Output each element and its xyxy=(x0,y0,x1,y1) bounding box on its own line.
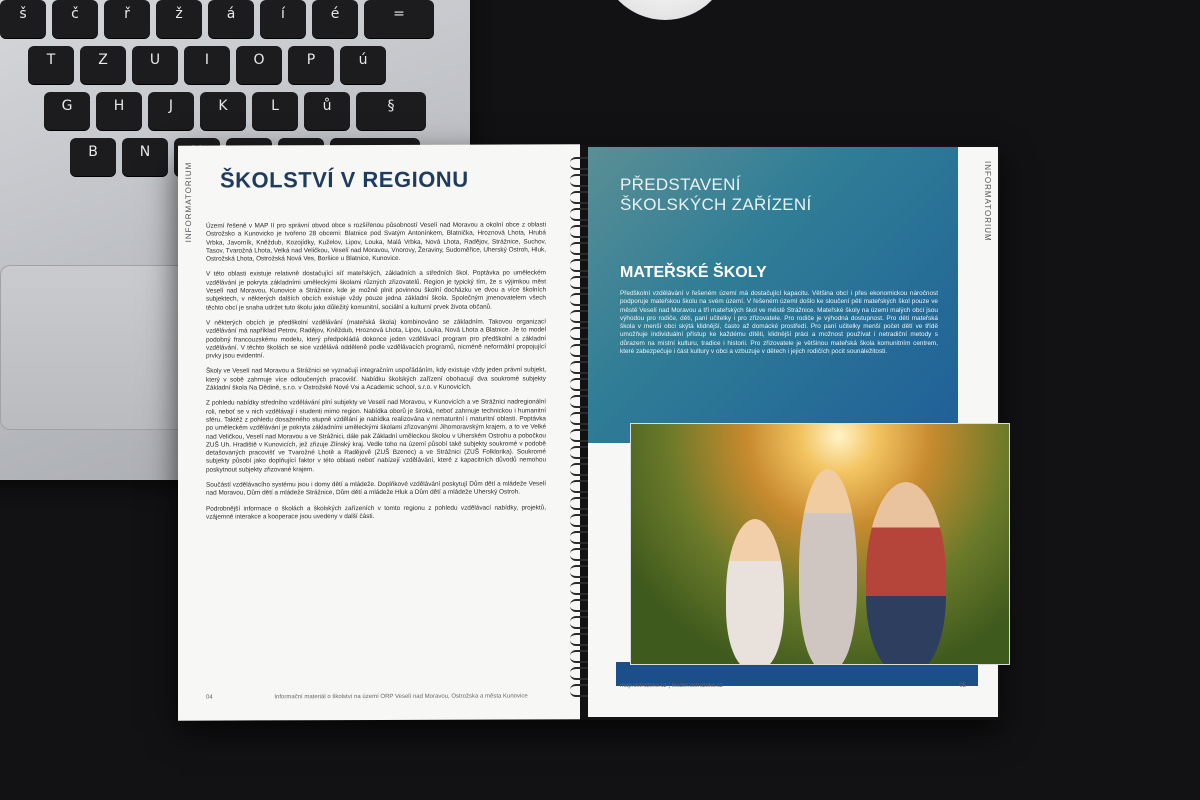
paragraph: Území řešené v MAP II pro správní obvod obce s rozšířenou působností Veselí nad Moravou a okolní obce z oblasti Ostrožsko a Kunovicko je tvořeno 28 obcemi: Blatnice pod Svatým Antonínkem, Blatnička, Hroznová Lhota, Hrubá Vrbka, Javorník, Kněždub, Kozojídky, Kuželov, Lipov, Louka, Malá Vrbka, Nová Lhota, Radějov, Strážnice, Suchov, Tasov, Tvarožná Lhota, Velká nad Veličkou, Veselí nad Moravou, Vnorovy, Žeraviny, Sudoměřice, Uherský Ostroh, Hluk, Ostrožská Lhota, Ostrožská Nová Ves, Boršice u Blatnice, Kunovice. xyxy=(206,221,546,263)
keyboard-key: ř xyxy=(104,0,150,38)
page-title: ŠKOLSTVÍ V REGIONU xyxy=(220,166,469,193)
keyboard-key: U xyxy=(132,46,178,84)
keyboard-key: O xyxy=(236,46,282,84)
left-page xyxy=(178,144,580,720)
keyboard-key: I xyxy=(184,46,230,84)
keyboard-key: = xyxy=(364,0,434,38)
booklet xyxy=(178,145,1000,720)
article-body xyxy=(206,221,546,528)
hero-panel xyxy=(588,147,958,443)
side-tab-label: INFORMATORIUM xyxy=(184,161,193,243)
keyboard-key: í xyxy=(260,0,306,38)
hero-title-line: PŘEDSTAVENÍ xyxy=(620,175,741,194)
keyboard-key: J xyxy=(148,92,194,130)
paragraph: Součástí vzdělávacího systému jsou i domy dětí a mládeže. Doplňkové vzdělávání poskytují Dům dětí a mládeže Veselí nad Moravou, Dům dětí a mládeže Strážnice, Dům dětí a mládeže Hluk a Dům dětí a mládeže Uherský Ostroh. xyxy=(206,480,546,497)
keyboard-key: č xyxy=(52,0,98,38)
hero-title-line: ŠKOLSKÝCH ZAŘÍZENÍ xyxy=(620,195,812,214)
section-text: Předškolní vzdělávání v řešeném území má dostačující kapacitu. Většina obcí i přes ekonomickou náročnost podporuje mateřskou školu na svém území. V řešeném území došlo ke sloučení pěti mateřských škol pouze ve městě Veselí nad Moravou a tří mateřských škol ve městě Strážnice. Mateřské školy na území malých obcí jsou výhodou pro rodiče, děti, paní učitelky i pro zřizovatele. Pro rodiče je výhodná dostupnost. Pro děti mateřská škola v menší obci skýtá klidnější, často až domácké prostředí. Pro paní učitelky menší počet dětí ve třídě umožňuje individuální přístup ke každému dítěti, klidnější práci a možnost používat i netradiční metody s důrazem na místní kulturu, tradice i historii. Pro zřizovatele je většinou mateřská škola komunitním centrem, které zabezpečuje i část kultury v obci a vzbuzuje v dětech i jejich rodičích pocit sounáležitosti. xyxy=(620,290,938,356)
hero-title xyxy=(620,175,812,215)
paragraph: V některých obcích je předškolní vzdělávání (mateřská škola) kombinováno se základním. Takovou organizací vzdělávání má například Petrov, Radějov, Kněždub, Hroznová Lhota, Lipov, Louka, Nová Lhota a Blatnice. Je to model podobný francouzskému modelu, který předpokládá dokonce jeden vzdělávací program pro předškolní a základní vzdělávání. V těchto školách se sice vzdělává odděleně podle vzdělávacích programů, nicméně neformální propojující prvky jsou evidentní. xyxy=(206,318,546,360)
right-page xyxy=(588,147,998,717)
page-footer xyxy=(206,693,546,700)
keyboard-key: P xyxy=(288,46,334,84)
keyboard-key: ú xyxy=(340,46,386,84)
keyboard-key: ž xyxy=(156,0,202,38)
keyboard-key: š xyxy=(0,0,46,38)
paragraph: Podrobnější informace o školách a školských zařízeních v tomto regionu z pohledu vzdělávací nabídky, projektů, vzájemné interakce a kooperace jsou uvedeny v další části. xyxy=(206,504,546,521)
keyboard-key: B xyxy=(70,138,116,176)
paragraph: V této oblasti existuje relativně dostačující síť mateřských, základních a středních škol. Poptávka po uměleckém vzdělávání je pokryta základními uměleckými školami různých zřizovatelů. Region je typický tím, že s výjimkou měst Veselí nad Moravou, Kunovice a Strážnice, kde je možné plnit povinnou školní docházku ve dvou a více školních subjektech, v některých dalších obcích existuje vždy pouze jedna základní škola. Společným jmenovatelem všech těchto obcí je snaha udržet tuto školu jako důležitý komunitní, sociální a kulturní prvek života občanů. xyxy=(206,269,546,312)
computer-mouse xyxy=(600,0,730,20)
keyboard-key: K xyxy=(200,92,246,130)
page-footer: map.ostrozsko.cz | leader.ostrozsko.cz xyxy=(620,683,723,689)
keyboard-key: H xyxy=(96,92,142,130)
keyboard-key: á xyxy=(208,0,254,38)
children-photo xyxy=(630,423,1010,665)
keyboard-key: T xyxy=(28,46,74,84)
page-number: 05 xyxy=(959,683,966,689)
keyboard-key: L xyxy=(252,92,298,130)
keyboard-key: N xyxy=(122,138,168,176)
keyboard-key: § xyxy=(356,92,426,130)
keyboard-key: ů xyxy=(304,92,350,130)
paragraph: Z pohledu nabídky středního vzdělávání plní subjekty ve Veselí nad Moravou, v Kunovicích a ve Strážnici nadregionální roli, neboť se v nich vzdělávají i studenti mimo region. Nabídka oborů je široká, neboť zahrnuje technickou i humanitní sféru. Taktéž z pohledu dosaženého stupně vzdělání je nabídka realizována v nematuritní i maturitní oblasti. Poptávka po uměleckém vzdělávání je pokryta základními uměleckými školami zřizovanými Jihomoravským krajem, a to ve Velké nad Veličkou, Veselí nad Moravou a ve Strážnici, dále pak Základní uměleckou školou v Uherském Ostrohu a pobočkou ZUŠ Uh. Hradiště v Kunovicích, jež zřizuje Zlínský kraj. Vedle toho na území působí také subjekty soukromé v podobě detašovaných pracovišť ve Tvarožné Lhotě a Radějově (ZUŠ Bzenec) a ve Strážnici (ZUŠ Folklorika). Soukromé subjekty působí jako doplňující faktor v této oblasti neboť nabízejí vzdělávání, které z kapacitních důvodů nemohou poskytnout subjekty zřizované krajem. xyxy=(206,398,546,474)
keyboard-key: é xyxy=(312,0,358,38)
keyboard-key: Z xyxy=(80,46,126,84)
paragraph: Školy ve Veselí nad Moravou a Strážnici se vyznačují integračním uspořádáním, kdy existuje vždy jeden právní subjekt, který v sobě zahrnuje více odloučených pracovišť. Nabídku školských zařízení obohacují dva soukromé subjekty Základní škola Na Dědině, s.r.o. v Ostrožské Nové Vsi a Academic school, s.r.o. v Kunovicích. xyxy=(206,366,546,392)
side-tab-label: INFORMATORIUM xyxy=(983,161,992,242)
section-title: MATEŘSKÉ ŠKOLY xyxy=(620,264,767,281)
keyboard-key: G xyxy=(44,92,90,130)
page-number: 04 xyxy=(206,694,213,701)
footer-text: Informační materiál o školství na území ORP Veselí nad Moravou, Ostrožska a města Kunovice xyxy=(274,693,528,701)
